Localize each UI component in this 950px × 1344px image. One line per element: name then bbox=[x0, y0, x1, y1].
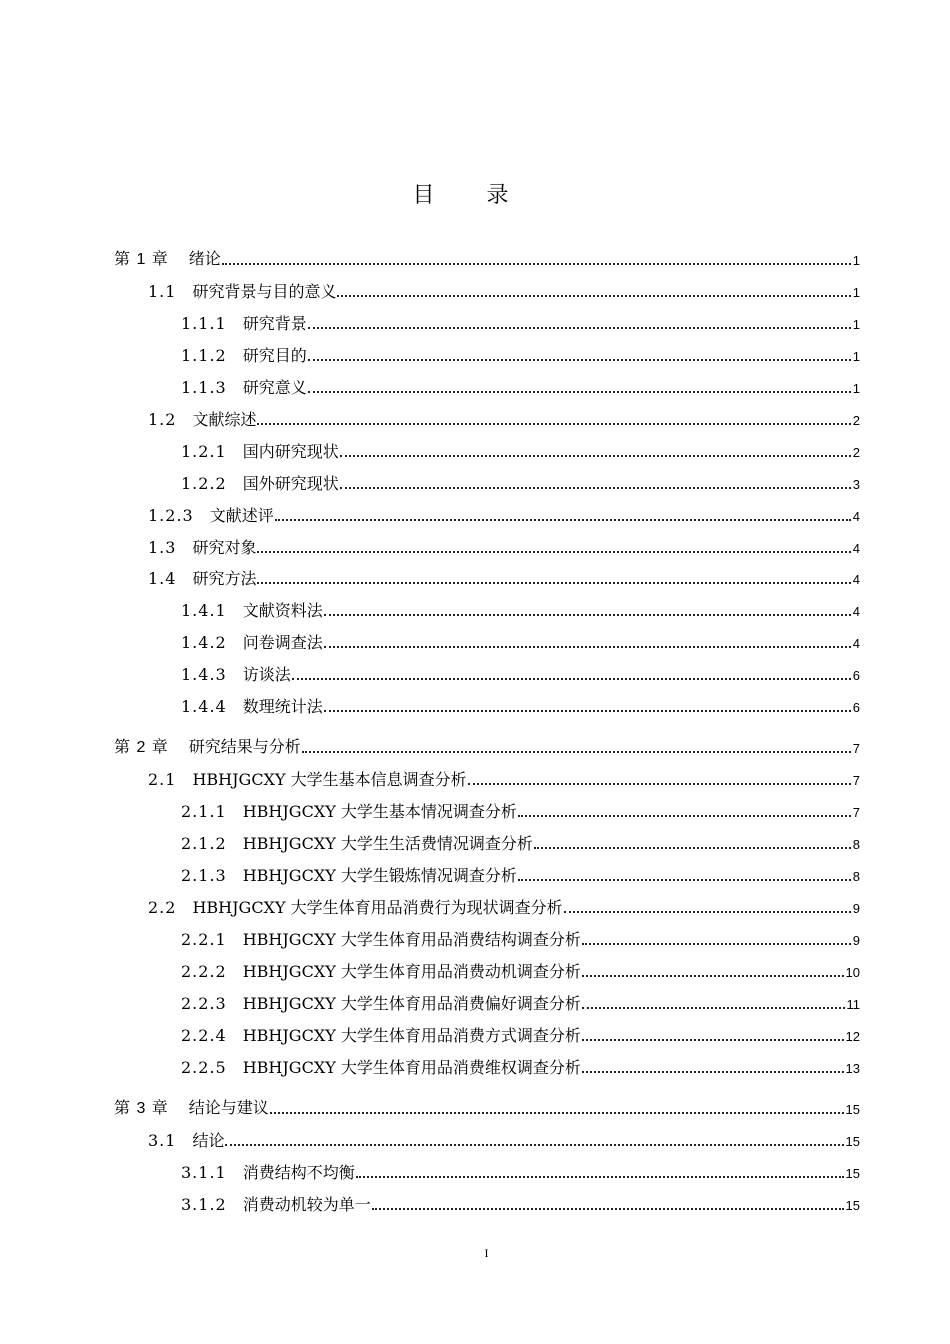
toc-entry-label bbox=[148, 409, 256, 431]
toc-dot-leader bbox=[270, 1112, 844, 1114]
toc-entry-text: 研究背景与目的意义 bbox=[192, 282, 337, 301]
toc-dot-leader bbox=[534, 847, 851, 849]
toc-entry-number: 2.1.1 bbox=[181, 802, 227, 821]
toc-entry-text: HBHJGCXY 大学生锻炼情况调查分析 bbox=[242, 866, 517, 885]
toc-entry-label bbox=[148, 281, 336, 303]
toc-entry[interactable] bbox=[181, 375, 860, 399]
toc-entry-page-number: 1 bbox=[852, 349, 860, 364]
toc-entry-number: 3.1.1 bbox=[181, 1163, 227, 1182]
toc-entry-label bbox=[148, 769, 467, 791]
toc-entry-number: 1.4.3 bbox=[181, 665, 227, 684]
toc-entry[interactable] bbox=[181, 1055, 860, 1079]
toc-entry-label bbox=[181, 664, 291, 686]
toc-entry-label bbox=[181, 961, 581, 983]
toc-dot-leader bbox=[225, 1144, 843, 1146]
toc-entry[interactable] bbox=[181, 343, 860, 367]
toc-entry-page-number: 1 bbox=[852, 317, 860, 332]
toc-entry-label bbox=[181, 1025, 581, 1047]
toc-entry-number: 1.1.2 bbox=[181, 346, 227, 365]
toc-entry-page-number: 6 bbox=[852, 700, 860, 715]
toc-entry-text: HBHJGCXY 大学生体育用品消费维权调查分析 bbox=[242, 1058, 581, 1077]
toc-entry-page-number: 15 bbox=[845, 1198, 860, 1213]
toc-entry[interactable] bbox=[181, 799, 860, 823]
toc-entry-number: 2.2.4 bbox=[181, 1026, 227, 1045]
toc-entry[interactable] bbox=[114, 735, 860, 759]
toc-entry-number: 1.1.3 bbox=[181, 378, 227, 397]
toc-entry-label bbox=[181, 345, 307, 367]
toc-entry-number: 2.1 bbox=[148, 770, 177, 789]
toc-entry-text: HBHJGCXY 大学生体育用品消费动机调查分析 bbox=[242, 962, 581, 981]
toc-entry-number: 1.2.2 bbox=[181, 474, 227, 493]
toc-dot-leader bbox=[356, 1176, 844, 1178]
toc-entry[interactable] bbox=[148, 566, 860, 590]
toc-entry-number: 3.1.2 bbox=[181, 1195, 227, 1214]
toc-entry-number: 1.2 bbox=[148, 410, 177, 429]
toc-entry-label bbox=[181, 632, 323, 654]
toc-entry-page-number: 4 bbox=[852, 572, 860, 587]
toc-entry-number: 第 1 章 bbox=[114, 251, 169, 268]
toc-dot-leader bbox=[324, 646, 851, 648]
toc-entry-number: 1.1 bbox=[148, 282, 177, 301]
toc-entry-text: HBHJGCXY 大学生体育用品消费偏好调查分析 bbox=[242, 994, 581, 1013]
toc-entry-label bbox=[181, 929, 581, 951]
toc-dot-leader bbox=[257, 423, 850, 425]
toc-entry-text: 消费动机较为单一 bbox=[242, 1195, 371, 1214]
toc-entry-label bbox=[181, 377, 307, 399]
toc-dot-leader bbox=[582, 1039, 844, 1041]
toc-entry-page-number: 10 bbox=[845, 965, 860, 980]
toc-dot-leader bbox=[292, 678, 851, 680]
toc-entry-text: HBHJGCXY 大学生生活费情况调查分析 bbox=[242, 834, 533, 853]
toc-entry-label bbox=[181, 600, 323, 622]
toc-entry[interactable] bbox=[181, 694, 860, 718]
toc-entry-text: HBHJGCXY 大学生基本信息调查分析 bbox=[192, 770, 467, 789]
toc-entry-label bbox=[114, 1098, 269, 1120]
toc-entry-label bbox=[148, 505, 274, 527]
toc-entry-number: 1.2.3 bbox=[148, 506, 194, 525]
toc-entry-page-number: 2 bbox=[852, 445, 860, 460]
toc-entry-number: 2.1.2 bbox=[181, 834, 227, 853]
toc-entry-text: 研究方法 bbox=[192, 569, 257, 588]
toc-entry-label bbox=[181, 313, 307, 335]
toc-entry-text: HBHJGCXY 大学生体育用品消费结构调查分析 bbox=[242, 930, 581, 949]
toc-title: 目录 bbox=[412, 183, 561, 208]
toc-entry[interactable] bbox=[148, 503, 860, 527]
toc-dot-leader bbox=[518, 879, 851, 881]
toc-entry[interactable] bbox=[148, 407, 860, 431]
toc-entry-number: 2.2.3 bbox=[181, 994, 227, 1013]
toc-entry[interactable] bbox=[181, 1023, 860, 1047]
toc-entry[interactable] bbox=[148, 895, 860, 919]
toc-entry[interactable] bbox=[181, 991, 860, 1015]
toc-dot-leader bbox=[582, 1007, 845, 1009]
toc-entry-page-number: 4 bbox=[852, 636, 860, 651]
toc-dot-leader bbox=[222, 263, 851, 265]
toc-entry-number: 1.4.4 bbox=[181, 697, 227, 716]
toc-entry-number: 2.2.2 bbox=[181, 962, 227, 981]
toc-entry-label bbox=[181, 1057, 581, 1079]
toc-entry-page-number: 1 bbox=[852, 381, 860, 396]
toc-entry-number: 1.4.2 bbox=[181, 633, 227, 652]
toc-entry[interactable] bbox=[181, 662, 860, 686]
toc-dot-leader bbox=[275, 519, 851, 521]
toc-entry-text: 研究背景 bbox=[242, 314, 307, 333]
toc-dot-leader bbox=[564, 911, 851, 913]
toc-entry-number: 第 2 章 bbox=[114, 739, 169, 756]
toc-entry[interactable] bbox=[148, 279, 860, 303]
toc-entry-page-number: 1 bbox=[852, 285, 860, 300]
toc-entry-number: 2.2 bbox=[148, 898, 177, 917]
toc-entry-page-number: 1 bbox=[852, 253, 860, 268]
toc-entry-label bbox=[181, 993, 581, 1015]
toc-entry-page-number: 9 bbox=[852, 933, 860, 948]
toc-entry-number: 1.3 bbox=[148, 538, 177, 557]
toc-dot-leader bbox=[257, 582, 850, 584]
toc-entry-page-number: 9 bbox=[852, 901, 860, 916]
toc-entry-text: 绪论 bbox=[188, 251, 221, 268]
toc-entry-page-number: 8 bbox=[852, 869, 860, 884]
toc-dot-leader bbox=[324, 614, 851, 616]
toc-entry-number: 1.4 bbox=[148, 569, 177, 588]
toc-dot-leader bbox=[518, 815, 851, 817]
toc-entry[interactable] bbox=[181, 1160, 860, 1184]
page-footer-number: I bbox=[484, 1246, 489, 1260]
toc-entry-page-number: 15 bbox=[845, 1134, 860, 1149]
toc-dot-leader bbox=[337, 295, 850, 297]
toc-entry-label bbox=[148, 537, 256, 559]
toc-entry[interactable] bbox=[181, 471, 860, 495]
toc-entry-page-number: 4 bbox=[852, 604, 860, 619]
toc-entry-text: HBHJGCXY 大学生基本情况调查分析 bbox=[242, 802, 517, 821]
toc-dot-leader bbox=[308, 359, 851, 361]
toc-entry[interactable] bbox=[181, 863, 860, 887]
toc-dot-leader bbox=[582, 943, 851, 945]
toc-entry[interactable] bbox=[114, 1096, 860, 1120]
toc-entry-text: 国外研究现状 bbox=[242, 474, 339, 493]
toc-entry-text: 文献述评 bbox=[209, 506, 274, 525]
toc-entry[interactable] bbox=[148, 767, 860, 791]
toc-entry[interactable] bbox=[114, 247, 860, 271]
toc-entry-text: 文献资料法 bbox=[242, 601, 323, 620]
toc-entry-label bbox=[148, 897, 563, 919]
toc-entry-number: 1.1.1 bbox=[181, 314, 227, 333]
toc-entry-text: 问卷调查法 bbox=[242, 633, 323, 652]
toc-entry-number: 2.2.1 bbox=[181, 930, 227, 949]
toc-entry-number: 1.2.1 bbox=[181, 442, 227, 461]
toc-entry-text: 消费结构不均衡 bbox=[242, 1163, 355, 1182]
toc-entry-page-number: 13 bbox=[845, 1061, 860, 1076]
toc-entry-text: 研究结果与分析 bbox=[188, 739, 301, 756]
toc-entry-text: 研究意义 bbox=[242, 378, 307, 397]
toc-dot-leader bbox=[468, 783, 851, 785]
toc-entry-text: HBHJGCXY 大学生体育用品消费行为现状调查分析 bbox=[192, 898, 563, 917]
toc-entry-text: 国内研究现状 bbox=[242, 442, 339, 461]
toc-entry-page-number: 7 bbox=[852, 773, 860, 788]
toc-entry-number: 第 3 章 bbox=[114, 1100, 169, 1117]
toc-dot-leader bbox=[324, 710, 851, 712]
toc-entry-page-number: 4 bbox=[852, 541, 860, 556]
toc-entry-label bbox=[148, 1130, 224, 1152]
toc-entry-label bbox=[148, 568, 256, 590]
toc-entry-text: 研究目的 bbox=[242, 346, 307, 365]
toc-entry[interactable] bbox=[148, 1128, 860, 1152]
toc-entry-label bbox=[181, 801, 517, 823]
toc-dot-leader bbox=[302, 751, 851, 753]
toc-entry[interactable] bbox=[181, 1192, 860, 1216]
toc-entry-page-number: 15 bbox=[845, 1102, 860, 1117]
toc-entry-page-number: 7 bbox=[852, 805, 860, 820]
toc-entry-number: 2.2.5 bbox=[181, 1058, 227, 1077]
toc-dot-leader bbox=[340, 487, 851, 489]
toc-entry-number: 2.1.3 bbox=[181, 866, 227, 885]
toc-entry-text: 文献综述 bbox=[192, 410, 257, 429]
toc-dot-leader bbox=[582, 975, 844, 977]
toc-entry-label bbox=[181, 696, 323, 718]
toc-entry-number: 1.4.1 bbox=[181, 601, 227, 620]
toc-entry-label bbox=[114, 249, 221, 271]
toc-entry-text: 结论与建议 bbox=[188, 1100, 269, 1117]
toc-entry-label bbox=[181, 833, 533, 855]
toc-entry-text: 访谈法 bbox=[242, 665, 291, 684]
toc-entry-label bbox=[114, 737, 301, 759]
toc-entry[interactable] bbox=[181, 439, 860, 463]
toc-entry-page-number: 6 bbox=[852, 668, 860, 683]
toc-entry[interactable] bbox=[148, 535, 860, 559]
toc-entry[interactable] bbox=[181, 311, 860, 335]
toc-dot-leader bbox=[340, 455, 851, 457]
toc-entry-label bbox=[181, 441, 339, 463]
toc-dot-leader bbox=[308, 391, 851, 393]
toc-entry-text: 数理统计法 bbox=[242, 697, 323, 716]
toc-entry-page-number: 4 bbox=[852, 509, 860, 524]
toc-dot-leader bbox=[257, 551, 850, 553]
toc-entry-page-number: 3 bbox=[852, 477, 860, 492]
toc-entry[interactable] bbox=[181, 927, 860, 951]
toc-entry[interactable] bbox=[181, 598, 860, 622]
toc-entry-label bbox=[181, 1194, 371, 1216]
toc-entry-text: HBHJGCXY 大学生体育用品消费方式调查分析 bbox=[242, 1026, 581, 1045]
toc-entry-page-number: 11 bbox=[846, 997, 860, 1012]
toc-entry[interactable] bbox=[181, 831, 860, 855]
toc-entry-label bbox=[181, 865, 517, 887]
toc-entry-text: 研究对象 bbox=[192, 538, 257, 557]
toc-entry-page-number: 8 bbox=[852, 837, 860, 852]
toc-entry-page-number: 12 bbox=[845, 1029, 860, 1044]
toc-entry-page-number: 2 bbox=[852, 413, 860, 428]
toc-entry-number: 3.1 bbox=[148, 1131, 177, 1150]
toc-entry-page-number: 7 bbox=[852, 741, 860, 756]
toc-entry-label bbox=[181, 473, 339, 495]
toc-dot-leader bbox=[308, 327, 851, 329]
toc-entry[interactable] bbox=[181, 630, 860, 654]
toc-entry-label bbox=[181, 1162, 355, 1184]
toc-dot-leader bbox=[582, 1071, 844, 1073]
toc-entry[interactable] bbox=[181, 959, 860, 983]
toc-dot-leader bbox=[372, 1208, 844, 1210]
toc-entry-page-number: 15 bbox=[845, 1166, 860, 1181]
toc-entry-text: 结论 bbox=[192, 1131, 225, 1150]
